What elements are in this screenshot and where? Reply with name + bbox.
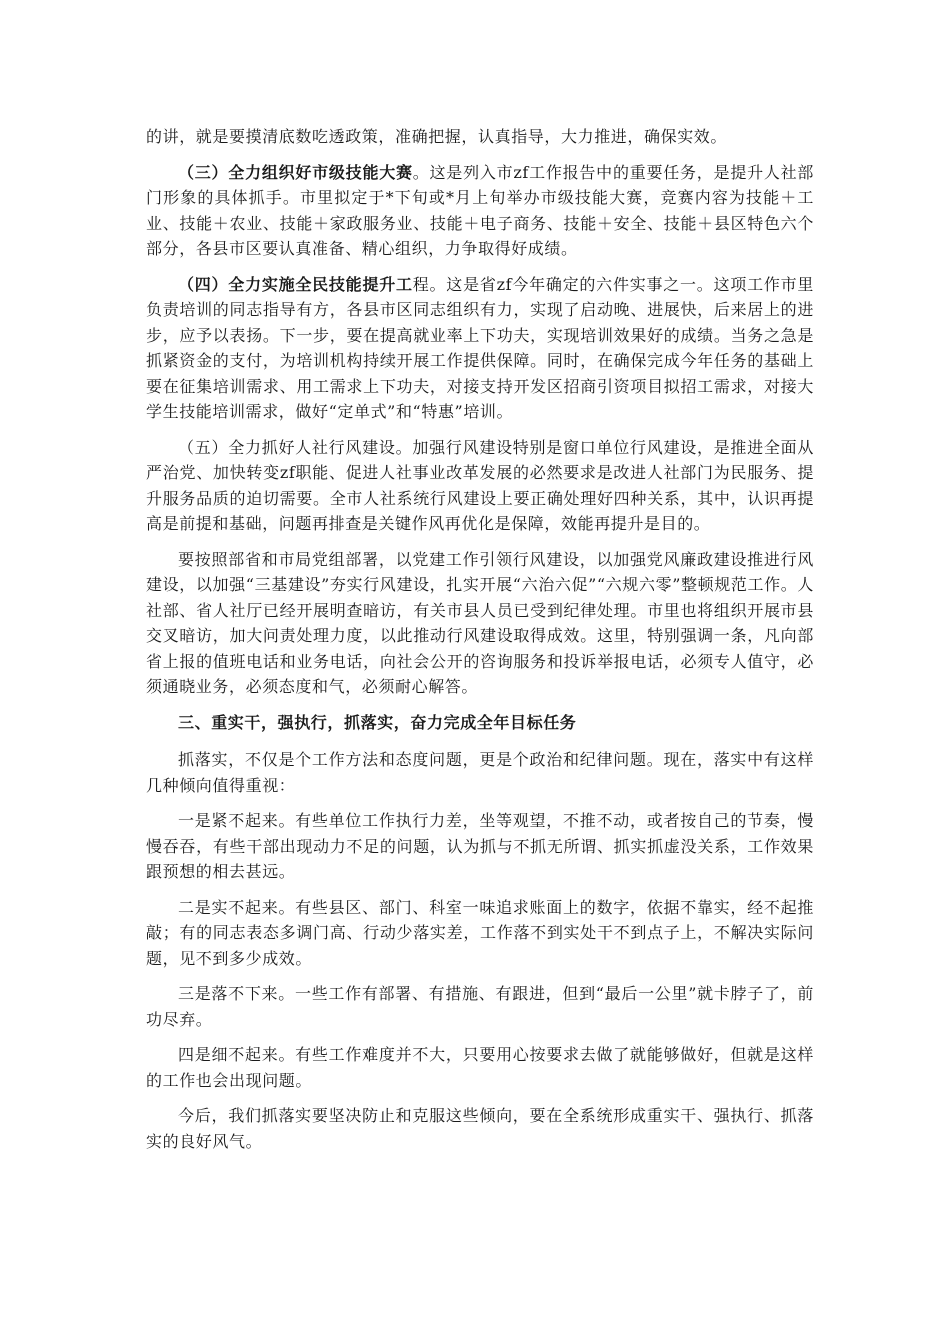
- paragraph-text: 的讲，就是要摸清底数吃透政策，准确把握，认真指导，大力推进，确保实效。: [146, 127, 728, 146]
- paragraph-text: 二是实不起来。有些县区、部门、科室一味追求账面上的数字，依据不靠实，经不起推敲；有的同志表态多调门高、行动少落实差，工作落不到实处干不到点子上，不解决实际问题，见不到多少成效。: [146, 897, 814, 968]
- paragraph-text: 一是紧不起来。有些单位工作执行力差，坐等观望，不推不动，或者按自己的节奏，慢慢吞吞，有些干部出现动力不足的问题，认为抓与不抓无所谓、抓实抓虚没关系，工作效果跟预想的相去甚远。: [146, 811, 814, 881]
- paragraph-work-style: [146, 435, 814, 537]
- paragraph-lead: （三）全力组织好市级技能大赛: [178, 162, 413, 182]
- paragraph-text: 抓落实，不仅是个工作方法和态度问题，更是个政治和纪律问题。现在，落实中有这样几种倾向值得重视：: [146, 750, 814, 795]
- paragraph-party-building: [146, 547, 814, 700]
- paragraph-tendency-four: [146, 1042, 814, 1093]
- paragraph-text: 要按照部省和市局党组部署，以党建工作引领行风建设，以加强党风廉政建设推进行风建设，以加强“三基建设”夯实行风建设，扎实开展“六治六促”“六规六零”整顿规范工作。人社部、省人社厅已经开展明查暗访，有关市县人员已受到纪律处理。市里也将组织开展市县交叉暗访，加大问责处理力度，以此推动行风建设取得成效。这里，特别强调一条，凡向部省上报的值班电话和业务电话，向社会公开的咨询服务和投诉举报电话，必须专人值守，必须通晓业务，必须态度和气，必须耐心解答。: [146, 549, 814, 696]
- paragraph-skills-upgrade: [146, 272, 814, 425]
- paragraph-tendency-three: [146, 981, 814, 1032]
- paragraph-text: （五）全力抓好人社行风建设。加强行风建设特别是窗口单位行风建设，是推进全面从严治党、加快转变zf职能、促进人社事业改革发展的必然要求是改进人社部门为民服务、提升服务品质的迫切需要。全市人社系统行风建设上要正确处理好四种关系，其中，认识再提高是前提和基础，问题再排查是关键作风再优化是保障，效能再提升是目的。: [146, 437, 814, 533]
- paragraph-text: 程。这是省zf今年确定的六件实事之一。这项工作市里负责培训的同志指导有方，各县市区同志组织有力，实现了启动晚、进展快，后来居上的进步，应予以表扬。下一步，要在提高就业率上下功夫，实现培训效果好的成绩。当务之急是抓紧资金的支付，为培训机构持续开展工作提供保障。同时，在确保完成今年任务的基础上要在征集培训需求、用工需求上下功夫，对接支持开发区招商引资项目拟招工需求，对接大学生技能培训需求，做好“定单式”和“特惠”培训。: [146, 274, 814, 421]
- paragraph-continuation: [146, 124, 814, 150]
- paragraph-tendency-one: [146, 808, 814, 885]
- paragraph-implementation: [146, 747, 814, 798]
- paragraph-text: 三是落不下来。一些工作有部署、有措施、有跟进，但到“最后一公里”就卡脖子了，前功尽弃。: [146, 984, 814, 1029]
- section-heading: 三、重实干，强执行，抓落实，奋力完成全年目标任务: [178, 712, 577, 732]
- paragraph-text: 。这是列入市zf工作报告中的重要任务，是提升人社部门形象的具体抓手。市里拟定于*下旬或*月上旬举办市级技能大赛，竞赛内容为技能＋工业、技能＋农业、技能＋家政服务业、技能＋电子商务、技能＋安全、技能＋县区特色六个部分，各县市区要认真准备、精心组织，力争取得好成绩。: [146, 162, 814, 258]
- paragraph-tendency-two: [146, 895, 814, 972]
- paragraph-text: 四是细不起来。有些工作难度并不大，只要用心按要求去做了就能够做好，但就是这样的工作也会出现问题。: [146, 1045, 814, 1090]
- document-page: [146, 124, 814, 1164]
- paragraph-lead: （四）全力实施全民技能提升工: [178, 274, 413, 294]
- paragraph-text: 今后，我们抓落实要坚决防止和克服这些倾向，要在全系统形成重实干、强执行、抓落实的良好风气。: [146, 1106, 814, 1151]
- paragraph-conclusion: [146, 1103, 814, 1154]
- paragraph-skills-competition: [146, 160, 814, 262]
